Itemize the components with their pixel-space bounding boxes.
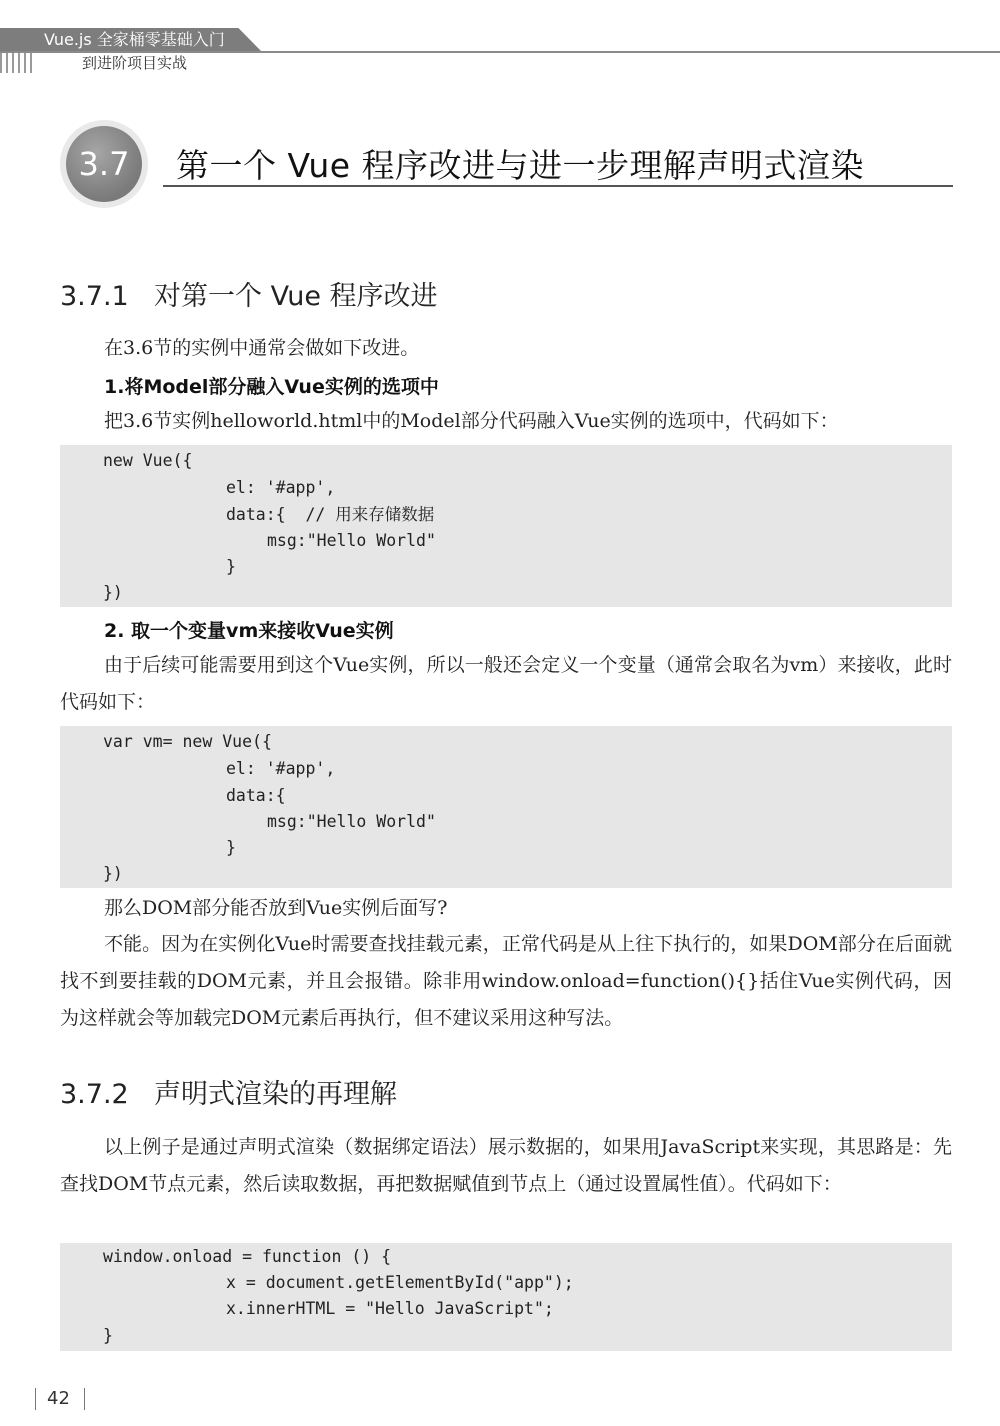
code-line: el: '#app',: [226, 759, 336, 778]
subsection-heading-1: [60, 274, 438, 313]
code-line: }): [103, 583, 123, 602]
subsection-number: 3.7.1: [60, 281, 129, 312]
subsection-title: 声明式渲染的再理解: [154, 1079, 397, 1110]
code-line: }: [226, 557, 236, 576]
sub2-paragraph: 以上例子是通过声明式渲染（数据绑定语法）展示数据的，如果用JavaScript来实现，其思路是：先查找DOM节点元素，然后读取数据，再把数据赋值到节点上（通过设置属性值）。代码如下：: [60, 1136, 952, 1195]
section-number: 3.7: [66, 126, 142, 202]
subsection-heading-2: [60, 1072, 397, 1111]
code-line: x = document.getElementById("app");: [226, 1273, 574, 1292]
code-line: msg:"Hello World": [267, 531, 436, 550]
code-block-1: [60, 445, 952, 607]
subsection-title: 对第一个 Vue 程序改进: [154, 281, 438, 312]
code-block-2: [60, 726, 952, 888]
point1-heading: 1.将Model部分融入Vue实例的选项中: [104, 376, 439, 398]
page-number: 42: [47, 1388, 70, 1409]
point2-heading: 2. 取一个变量vm来接收Vue实例: [104, 620, 394, 642]
section-rule: [163, 185, 953, 187]
book-title: Vue.js 全家桶零基础入门: [44, 30, 225, 49]
code-line: x.innerHTML = "Hello JavaScript";: [226, 1299, 554, 1318]
code-line: new Vue({: [103, 451, 193, 470]
code-line: window.onload = function () {: [103, 1247, 392, 1266]
point1-paragraph: 把3.6节实例helloworld.html中的Model部分代码融入Vue实例的选项中，代码如下：: [104, 410, 839, 432]
code-line: msg:"Hello World": [267, 812, 436, 831]
header-stripes: [0, 53, 34, 73]
code-line: }): [103, 864, 123, 883]
answer-paragraph: 不能。因为在实例化Vue时需要查找挂载元素，正常代码是从上往下执行的，如果DOM部分在后面就找不到要挂载的DOM元素，并且会报错。除非用window.onload=function(){}括住Vue实例代码，因为这样就会等加载完DOM元素后再执行，但不建议采用这种写法。: [60, 933, 952, 1029]
code-block-3: [60, 1243, 952, 1351]
intro-paragraph: 在3.6节的实例中通常会做如下改进。: [104, 337, 420, 359]
code-line: var vm= new Vue({: [103, 732, 272, 751]
subsection-number: 3.7.2: [60, 1079, 129, 1110]
code-line: data:{ // 用来存储数据: [226, 505, 435, 524]
code-line: data:{: [226, 786, 286, 805]
question-paragraph: 那么DOM部分能否放到Vue实例后面写?: [104, 897, 448, 919]
code-line: }: [226, 838, 236, 857]
page-number-bar-left: [35, 1388, 36, 1410]
book-subtitle: 到进阶项目实战: [82, 54, 188, 72]
code-line: el: '#app',: [226, 478, 336, 497]
page-number-bar-right: [84, 1388, 85, 1410]
code-line: }: [103, 1326, 113, 1345]
section-title: 第一个 Vue 程序改进与进一步理解声明式渲染: [176, 146, 865, 185]
point2-paragraph: 由于后续可能需要用到这个Vue实例，所以一般还会定义一个变量（通常会取名为vm）来接收，此时代码如下：: [60, 654, 952, 713]
